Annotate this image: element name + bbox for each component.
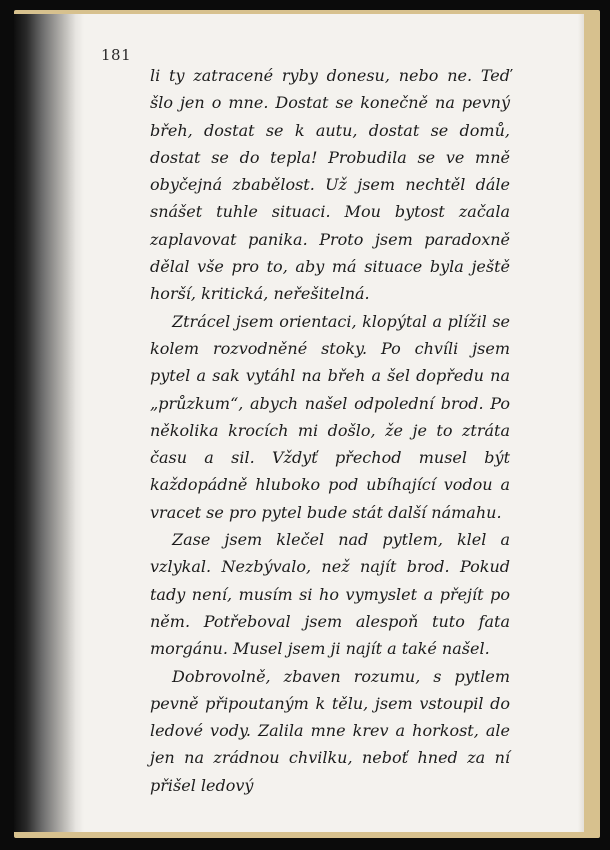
page-edge <box>578 14 584 832</box>
body-text <box>150 62 510 799</box>
gutter-shadow <box>14 14 84 832</box>
paragraph-1: li ty zatracené ryby donesu, nebo ne. Teď šlo jen o mne. Dostat se konečně na pevný břeh, dostat se k autu, dostat se domů, dostat se do tepla! Probudila se ve mně obyčejná zbabělost. Už jsem nechtěl dále snášet tuhle situaci. Mou bytost začala zaplavovat panika. Proto jsem paradoxně dělal vše pro to, aby má situace byla ještě horší, kritická, neřešitelná. <box>150 66 510 304</box>
paragraph-2: Ztrácel jsem orientaci, klopýtal a plížil se kolem rozvodněné stoky. Po chvíli jsem pytel a sak vytáhl na břeh a šel dopředu na „průzkum“, abych našel odpolední brod. Po několika krocích mi došlo, že je to ztráta času a sil. Vždyť přechod musel být každopádně hluboko pod ubíhající vodou a vracet se pro pytel bude stát další námahu. <box>150 311 510 522</box>
paragraph-3: Zase jsem klečel nad pytlem, klel a vzlykal. Nezbývalo, než najít brod. Pokud tady není, musím si ho vymyslet a přejít po něm. Potřeboval jsem alespoň tuto fata morgánu. Musel jsem ji najít a také našel. <box>150 530 510 659</box>
paragraph-4: Dobrovolně, zbaven rozumu, s pytlem pevně připoutaným k tělu, jsem vstoupil do ledové vody. Zalila mne krev a horkost, ale jen na zrádnou chvilku, neboť hned za ní přišel ledový <box>150 666 510 795</box>
page-number: 181 <box>101 46 132 64</box>
